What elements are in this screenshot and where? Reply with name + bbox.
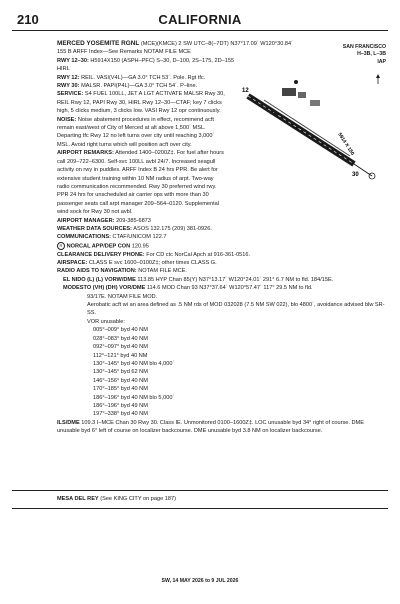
radio-symbol-icon: R xyxy=(57,242,65,250)
mesa-del-rey-ref: (See KING CITY on page 187) xyxy=(100,496,176,502)
vor-unusable-item: 005°–009° byd 40 NM xyxy=(93,327,148,334)
airport-name: MERCED YOSEMITE RGNL xyxy=(57,40,140,47)
rwy-12-end-label: 12 xyxy=(242,88,249,94)
airport-diagram xyxy=(226,74,386,192)
modesto-vor-cont: 93/17E. NOTAM FILE MOD. xyxy=(87,293,158,300)
service-text: S4 FUEL 100LL, JET A LGT ACTIVATE MALSR Rwy 30, REIL Rwy 12, PAPI Rwy 30, HIRL Rwy 12–30—CTAF; key 7 clicks high, 5 clicks medium, 3 clicks low. VASI Rwy 12 opr continuously. xyxy=(57,91,225,115)
rwy-30-end-label: 30 xyxy=(352,172,359,178)
el-nido-vor-label: EL NIDO (L) (L) VORW/DME xyxy=(63,276,136,283)
runway-centerline xyxy=(248,96,354,164)
north-arrowhead-icon xyxy=(376,74,380,78)
vor-unusable-item: 028°–083° byd 40 NM xyxy=(93,335,148,342)
noise-label: NOISE: xyxy=(57,116,77,123)
airport-diagram-svg xyxy=(226,74,386,192)
rwy-12-label: RWY 12: xyxy=(57,74,80,81)
footer-dates: SW, 14 MAY 2026 to 9 JUL 2026 xyxy=(161,578,239,584)
vor-unusable-item: 146°–156° byd 40 NM xyxy=(93,377,148,384)
weather-sources-label: WEATHER DATA SOURCES: xyxy=(57,225,132,232)
airport-elevation-line: 155 B ARFF Index—See Remarks NOTAM FILE MCE xyxy=(57,49,191,56)
header-rule xyxy=(12,30,388,31)
vor-unusable-item: 197°–338° byd 40 NM xyxy=(93,411,148,418)
airport-remarks-label: AIRPORT REMARKS: xyxy=(57,150,114,157)
state-title: CALIFORNIA xyxy=(158,12,242,27)
rwy-12-text: REIL. VASI(V4L)—GA 3.0° TCH 53´. Pole. Rgt tfc. xyxy=(81,74,206,81)
modesto-vor-label: MODESTO (VH) (DH) VOR/DME xyxy=(63,285,146,292)
terminal-building xyxy=(282,88,296,96)
communications-text: CTAF/UNICOM 122.7 xyxy=(112,234,167,241)
taxiway xyxy=(264,100,350,156)
service-label: SERVICE: xyxy=(57,91,84,98)
el-nido-vor-text: 113.85 HYP Chan 85(Y) N37°13.17´ W120°24.01´ 291° 6.7 NM to fld. 184/15E. xyxy=(137,276,334,283)
approach-control-label: NORCAL APP/DEP CON xyxy=(66,243,131,250)
vor-unusable-item: 186°–196° byd 40 NM blo 5,000´ xyxy=(93,394,175,401)
communications-label: COMMUNICATIONS: xyxy=(57,234,111,241)
vor-unusable-item: 130°–145° byd 40 NM blo 4,000´ xyxy=(93,360,175,367)
noise-text: Noise abatement procedures in effect, recommend acft remain east/west of City of Merced at alt above 1,500´ MSL. Departing tfc Rwy 12 no left turns over city until reaching 3,000´ MSL. Avoid right turns which will position acft over city. xyxy=(57,116,215,148)
modesto-aerobatic-note: Aerobatic acft wi an area defined as .5 NM rds of MOD 032028 (7.5 NM SW 022), blo 4800´, avoidance advised blw SR-SS. xyxy=(87,302,385,317)
clearance-delivery-label: CLEARANCE DELIVERY PHONE: xyxy=(57,251,145,258)
page-header xyxy=(0,12,400,28)
runway-dimension-label: 5914 X 150 xyxy=(336,131,356,157)
region-label: SAN FRANCISCO xyxy=(342,44,386,50)
vor-unusable-label: VOR unusable: xyxy=(87,318,125,325)
vor-unusable-item: 186°–196° byd 49 NM xyxy=(93,402,148,409)
beacon-icon xyxy=(294,80,298,84)
page-number: 210 xyxy=(17,12,39,27)
rwy-30-label: RWY 30: xyxy=(57,83,80,90)
rwy-12-30-label: RWY 12–30: xyxy=(57,57,89,64)
modesto-vor-text: 114.6 MOD Chan 93 N37°37.64´ W120°57.47´ 117° 29.5 NM to fld. xyxy=(146,285,313,292)
airspace-label: AIRSPACE: xyxy=(57,260,88,267)
mesa-del-rey-entry xyxy=(57,496,176,502)
airport-header-info: (MCE)(KMCE) 2 SW UTC–8(–7DT) N37°17.09´ W120°30.84´ xyxy=(140,41,293,47)
rwy-30-text: MALSR. PAPI(P4L)—GA 3.0° TCH 54´. P–line. xyxy=(81,83,198,90)
iap-label: IAP xyxy=(377,58,386,65)
approach-control-freq: 120.95 xyxy=(131,243,149,250)
rwy-12-30-text: H5914X150 (ASPH–PFC) S–30, D–100, 2S–175, 2D–155 xyxy=(90,57,235,64)
airspace-text: CLASS E svc 1600–0100Z‡; other times CLASS G. xyxy=(88,260,217,267)
vor-unusable-item: 112°–121° byd 40 NM xyxy=(93,352,148,359)
radio-aids-text: NOTAM FILE MCE. xyxy=(138,268,187,275)
radio-aids-label: RADIO AIDS TO NAVIGATION: xyxy=(57,268,137,275)
mesa-rule xyxy=(12,490,388,491)
side-info xyxy=(343,44,386,66)
ils-text: 109.3 I–MCE Chan 30 Rwy 30. Class IE. Unmonitored 0100–1600Z‡. LOC unusable byd 34° right of course. DME unusable byd 6° left of course on localizer backcourse. DME unusable byd 3.8 NM on localizer backcourse. xyxy=(57,419,364,435)
clearance-delivery-text: For CD ctc NorCal Apch at 916-361-0516. xyxy=(146,251,251,258)
vor-unusable-list xyxy=(57,326,325,418)
vor-unusable-item: 170°–185° byd 40 NM xyxy=(93,386,148,393)
chart-list: H–3B, L–3B xyxy=(357,51,386,58)
airport-manager-label: AIRPORT MANAGER: xyxy=(57,217,115,224)
airport-manager-phone: 209-385-6873 xyxy=(116,217,151,224)
vor-unusable-item: 130°–145° byd 62 NM xyxy=(93,369,148,376)
weather-sources-text: ASOS 132.175 (209) 381-0926. xyxy=(133,225,212,232)
hangar-building xyxy=(298,92,306,98)
mesa-del-rey-name: MESA DEL REY xyxy=(57,496,99,502)
vor-unusable-item: 092°–097° byd 40 NM xyxy=(93,344,148,351)
rwy-12-30-lighting: HIRL xyxy=(57,66,70,73)
airport-remarks-text: Attended 1400–0200Z‡. For fuel after hours call 209–722–6300. Self-svc 100LL avbl 24/7. Increased seagull activity on rwy in puddles. ARFF Index B 24 hrs PPR. Be alert for extensive student training within 10 NM radius of arpt. Two-way radio communication recommended. Rwy 30 preferred wind rwy. PPR 24 hrs for unscheduled air carrier ops with more than 30 passenger seats call arpt manager 209–564–0120. Supplemental wind sock for Rwy 30 not avbl. xyxy=(57,150,224,216)
ils-label: ILS/DME xyxy=(57,419,80,426)
mesa-rule-bottom xyxy=(12,508,388,509)
apron-building xyxy=(310,100,320,106)
